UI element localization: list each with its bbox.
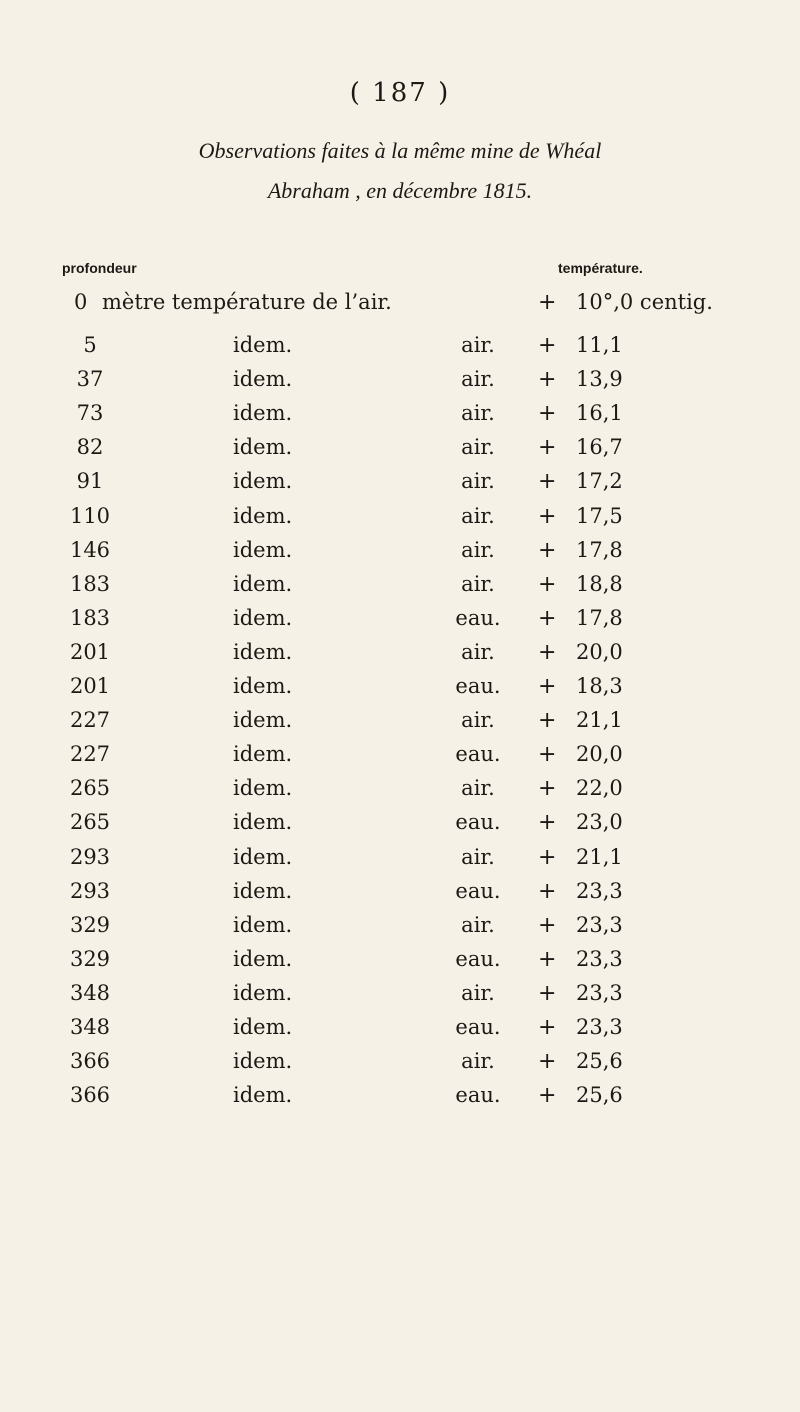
temperature-cell: 20,0	[576, 742, 623, 767]
medium-cell: air.	[461, 1049, 495, 1074]
table-row	[0, 504, 800, 538]
temperature-cell: 23,0	[576, 810, 623, 835]
medium-cell: air.	[461, 333, 495, 357]
medium-cell: air.	[461, 844, 495, 869]
sign-cell: +	[538, 605, 557, 631]
title-line-1: Observations faites à la même mine de Whéal	[198, 138, 602, 163]
medium-cell: air.	[461, 401, 495, 426]
temperature-cell: 13,9	[576, 367, 623, 392]
temperature-cell: 17,8	[576, 605, 623, 630]
table-row	[0, 1015, 800, 1049]
temperature-cell: 23,3	[576, 912, 623, 937]
medium-cell: air.	[461, 980, 495, 1005]
sign-cell: +	[538, 1049, 557, 1075]
table-row	[0, 640, 800, 674]
table-row	[0, 981, 800, 1015]
table-row	[0, 913, 800, 947]
temperature-cell: 18,3	[576, 674, 623, 698]
medium-cell: air.	[461, 367, 495, 392]
idem-cell: idem.	[233, 1049, 293, 1074]
idem-cell: idem.	[233, 878, 293, 903]
table-row	[0, 708, 800, 742]
sign-cell: +	[538, 912, 557, 938]
temperature-cell: 20,0	[576, 639, 623, 664]
sign-cell: +	[538, 946, 557, 972]
depth-cell: 227	[69, 742, 111, 767]
sign-cell: +	[538, 333, 557, 358]
header-temperature: température.	[558, 260, 643, 276]
idem-cell: idem.	[233, 333, 293, 357]
depth-cell: 5	[83, 333, 97, 357]
idem-cell: idem.	[233, 605, 293, 630]
medium-cell: eau.	[455, 1083, 501, 1108]
idem-cell: idem.	[233, 1015, 293, 1039]
sign-cell: +	[538, 742, 557, 768]
idem-cell: idem.	[233, 435, 293, 460]
table-row	[0, 401, 800, 435]
idem-cell: idem.	[233, 946, 293, 971]
depth-cell: 146	[69, 537, 111, 562]
sign-cell: +	[538, 674, 557, 699]
depth-cell: 329	[69, 946, 111, 971]
sign-cell: +	[538, 708, 557, 734]
medium-cell: air.	[461, 708, 495, 733]
medium-cell: air.	[461, 639, 495, 664]
medium-cell: eau.	[455, 674, 501, 698]
temperature-cell: 16,7	[576, 435, 623, 460]
temperature-cell: 16,1	[576, 401, 623, 426]
sign-cell: +	[538, 401, 557, 427]
temperature-cell: 17,5	[576, 503, 623, 528]
table-row	[0, 469, 800, 503]
idem-cell: idem.	[233, 537, 293, 562]
sign-cell: +	[538, 776, 557, 802]
depth-cell: 293	[69, 844, 111, 869]
medium-cell: air.	[461, 912, 495, 937]
idem-cell: idem.	[233, 1083, 293, 1108]
temperature-cell: 22,0	[576, 776, 623, 801]
table-row	[0, 333, 800, 367]
temperature-cell: 11,1	[576, 333, 623, 357]
depth-cell: 227	[69, 708, 111, 733]
temperature-cell: 23,3	[576, 980, 623, 1005]
temperature-cell: 25,6	[576, 1049, 623, 1074]
sign-cell: +	[538, 878, 557, 904]
table-row	[0, 810, 800, 844]
idem-cell: idem.	[233, 367, 293, 392]
idem-cell: idem.	[233, 912, 293, 937]
sign-cell: +	[538, 844, 557, 870]
table-row	[0, 845, 800, 879]
idem-cell: idem.	[233, 639, 293, 664]
temperature-cell: 23,3	[576, 946, 623, 971]
temperature-cell: 25,6	[576, 1083, 623, 1108]
medium-cell: eau.	[455, 742, 501, 767]
first-row-depth: 0	[74, 290, 88, 314]
idem-cell: idem.	[233, 469, 293, 494]
table-row	[0, 742, 800, 776]
depth-cell: 201	[69, 674, 111, 698]
idem-cell: idem.	[233, 844, 293, 869]
idem-cell: idem.	[233, 742, 293, 767]
sign-cell: +	[538, 1083, 557, 1109]
temperature-cell: 17,8	[576, 537, 623, 562]
table-row	[0, 606, 800, 640]
title-line-2: Abraham , en décembre 1815.	[267, 178, 533, 203]
depth-cell: 82	[76, 435, 104, 460]
depth-cell: 91	[76, 469, 104, 494]
medium-cell: eau.	[455, 878, 501, 903]
depth-cell: 329	[69, 912, 111, 937]
depth-cell: 265	[69, 776, 111, 801]
idem-cell: idem.	[233, 708, 293, 733]
table-row	[0, 538, 800, 572]
medium-cell: air.	[461, 776, 495, 801]
idem-cell: idem.	[233, 571, 293, 596]
medium-cell: air.	[461, 537, 495, 562]
temperature-cell: 23,3	[576, 1015, 623, 1039]
depth-cell: 348	[69, 980, 111, 1005]
depth-cell: 265	[69, 810, 111, 835]
medium-cell: eau.	[455, 946, 501, 971]
medium-cell: air.	[461, 469, 495, 494]
temperature-cell: 17,2	[576, 469, 623, 494]
depth-cell: 348	[69, 1015, 111, 1039]
sign-cell: +	[538, 1015, 557, 1040]
depth-cell: 73	[76, 401, 104, 426]
first-row	[74, 290, 794, 320]
depth-cell: 201	[69, 639, 111, 664]
idem-cell: idem.	[233, 980, 293, 1005]
sign-cell: +	[538, 435, 557, 461]
table-row	[0, 1083, 800, 1117]
first-row-temperature: 10°,0 centig.	[576, 290, 713, 314]
depth-cell: 37	[76, 367, 104, 392]
idem-cell: idem.	[233, 674, 293, 698]
depth-cell: 293	[69, 878, 111, 903]
temperature-cell: 21,1	[576, 708, 623, 733]
depth-cell: 366	[69, 1083, 111, 1108]
page-number: ( 187 )	[349, 78, 451, 108]
table-row	[0, 879, 800, 913]
medium-cell: eau.	[455, 1015, 501, 1039]
temperature-cell: 21,1	[576, 844, 623, 869]
table-row	[0, 572, 800, 606]
idem-cell: idem.	[233, 401, 293, 426]
table-row	[0, 367, 800, 401]
sign-cell: +	[538, 367, 557, 393]
first-row-sign: +	[538, 290, 557, 315]
temperature-cell: 18,8	[576, 571, 623, 596]
sign-cell: +	[538, 571, 557, 597]
sign-cell: +	[538, 503, 557, 529]
sign-cell: +	[538, 537, 557, 563]
idem-cell: idem.	[233, 776, 293, 801]
header-depth: profondeur	[62, 260, 137, 276]
depth-cell: 183	[69, 571, 111, 596]
medium-cell: air.	[461, 571, 495, 596]
medium-cell: air.	[461, 503, 495, 528]
depth-cell: 110	[69, 503, 111, 528]
medium-cell: eau.	[455, 605, 501, 630]
idem-cell: idem.	[233, 810, 293, 835]
sign-cell: +	[538, 980, 557, 1006]
sign-cell: +	[538, 469, 557, 495]
depth-cell: 366	[69, 1049, 111, 1074]
medium-cell: air.	[461, 435, 495, 460]
sign-cell: +	[538, 810, 557, 836]
depth-cell: 183	[69, 605, 111, 630]
temperature-cell: 23,3	[576, 878, 623, 903]
table-row	[0, 947, 800, 981]
table-row	[0, 435, 800, 469]
first-row-label: mètre température de l’air.	[102, 290, 392, 314]
medium-cell: eau.	[455, 810, 501, 835]
table-row	[0, 1049, 800, 1083]
sign-cell: +	[538, 639, 557, 665]
table-row	[0, 776, 800, 810]
table-row	[0, 674, 800, 708]
idem-cell: idem.	[233, 503, 293, 528]
